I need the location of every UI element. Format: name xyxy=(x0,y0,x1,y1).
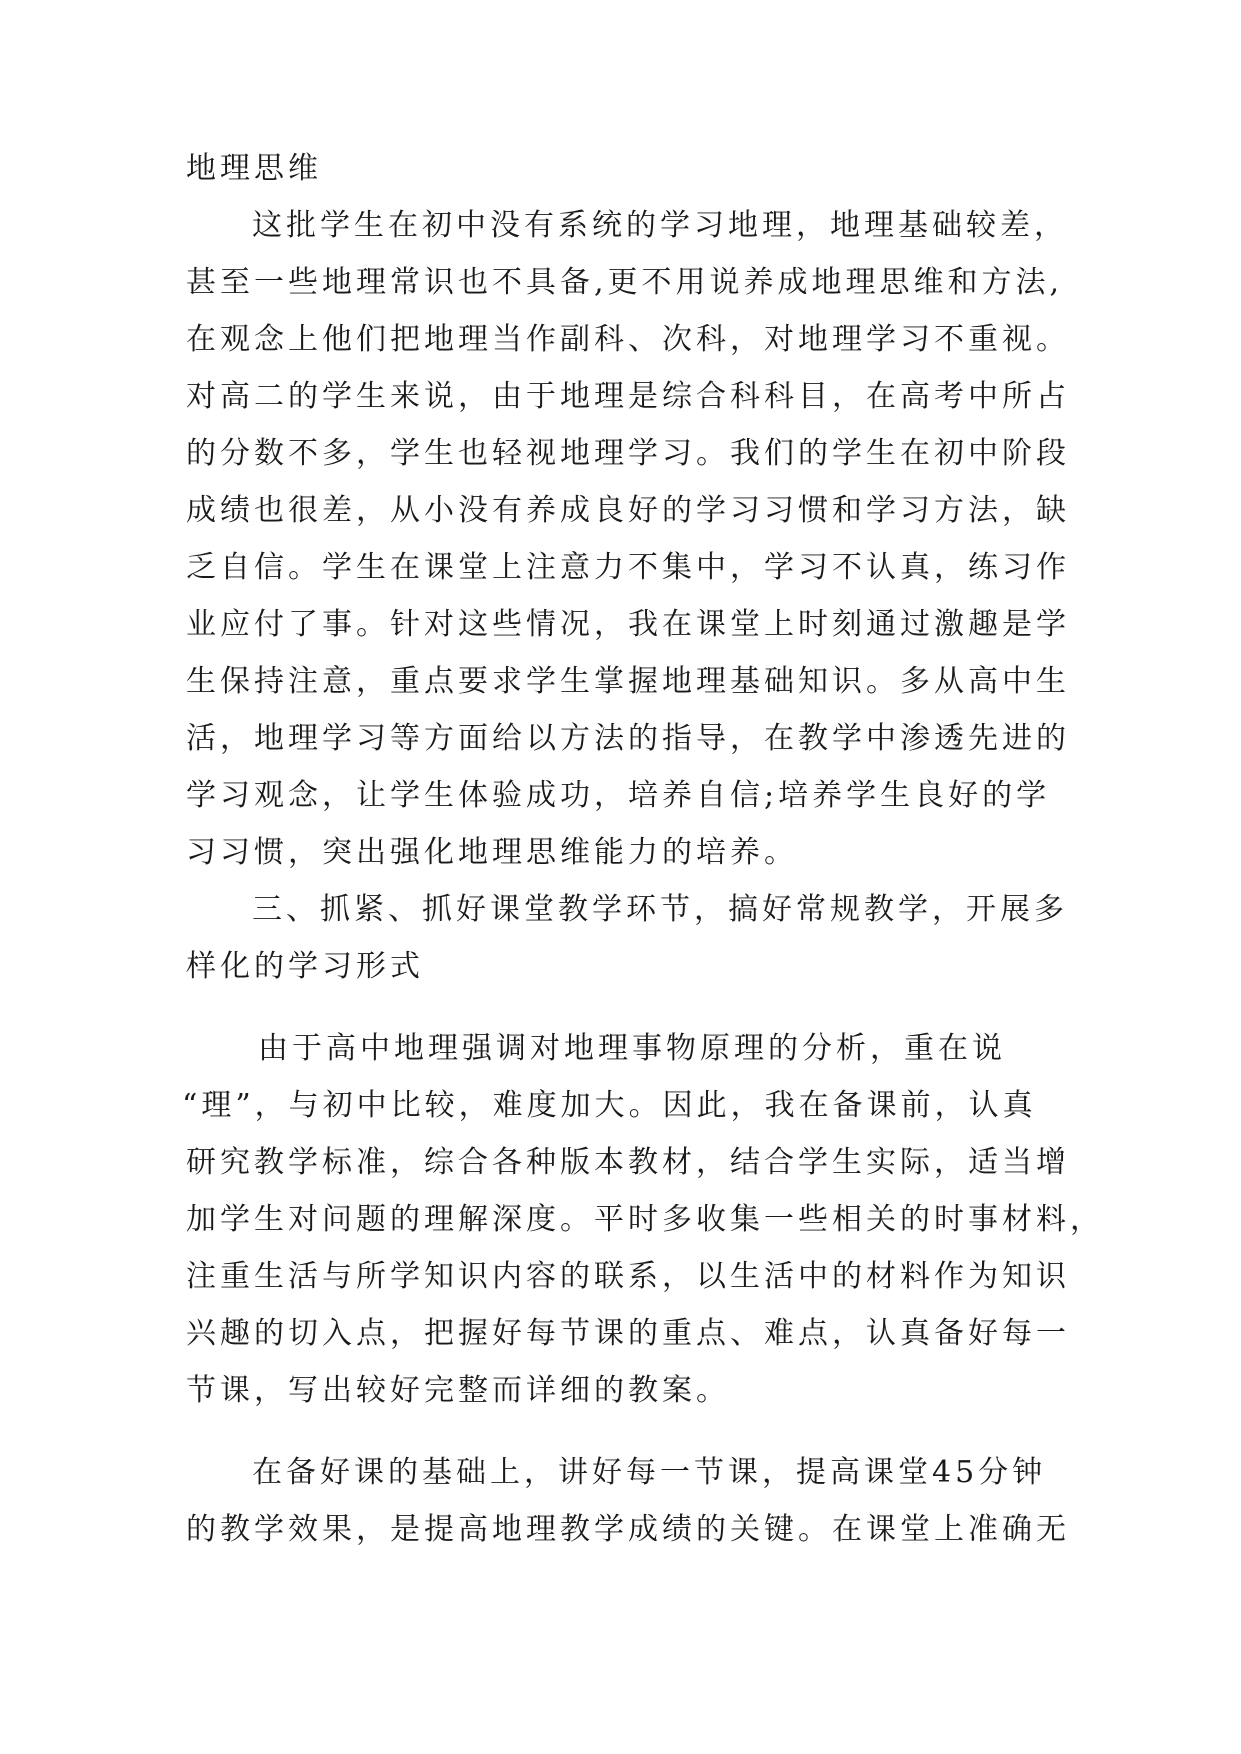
text-line: 生保持注意，重点要求学生掌握地理基础知识。多从高中生 xyxy=(186,664,1070,699)
text-line: 在观念上他们把地理当作副科、次科，对地理学习不重视。 xyxy=(186,322,1070,357)
text-line: 对高二的学生来说，由于地理是综合科科目，在高考中所占 xyxy=(186,379,1070,414)
paragraph-first-line: 由于高中地理强调对地理事物原理的分析，重在说 xyxy=(258,1031,1006,1066)
text-line: 研究教学标准，综合各种版本教材，结合学生实际，适当增 xyxy=(186,1145,1070,1180)
text-line: 节课，写出较好完整而详细的教案。 xyxy=(186,1373,730,1408)
text-line: 业应付了事。针对这些情况，我在课堂上时刻通过激趣是学 xyxy=(186,607,1070,642)
section-heading-line: 三、抓紧、抓好课堂教学环节，搞好常规教学，开展多 xyxy=(252,892,1068,927)
text-line: 兴趣的切入点，把握好每节课的重点、难点，认真备好每一 xyxy=(186,1316,1070,1351)
text-line: 成绩也很差，从小没有养成良好的学习习惯和学习方法，缺 xyxy=(186,493,1070,528)
text-line: 的教学效果，是提高地理教学成绩的关键。在课堂上准确无 xyxy=(186,1512,1070,1547)
text-line: 加学生对问题的理解深度。平时多收集一些相关的时事材料， xyxy=(186,1202,1104,1237)
text-line: 的分数不多，学生也轻视地理学习。我们的学生在初中阶段 xyxy=(186,436,1070,471)
text-line: 习习惯，突出强化地理思维能力的培养。 xyxy=(186,835,798,870)
text-line: 甚至一些地理常识也不具备,更不用说养成地理思维和方法, xyxy=(186,265,1064,300)
text-line: 注重生活与所学知识内容的联系，以生活中的材料作为知识 xyxy=(186,1259,1070,1294)
section-heading-line: 样化的学习形式 xyxy=(186,949,424,984)
text-line: 乏自信。学生在课堂上注意力不集中，学习不认真，练习作 xyxy=(186,550,1070,585)
text-line: 地理思维 xyxy=(186,151,322,186)
text-line: “理”，与初中比较，难度加大。因此，我在备课前，认真 xyxy=(182,1088,1037,1123)
text-line: 活，地理学习等方面给以方法的指导，在教学中渗透先进的 xyxy=(186,721,1070,756)
paragraph-first-line: 在备好课的基础上，讲好每一节课，提高课堂45分钟 xyxy=(252,1455,1047,1490)
text-line: 学习观念，让学生体验成功，培养自信;培养学生良好的学 xyxy=(186,778,1051,813)
paragraph-first-line: 这批学生在初中没有系统的学习地理，地理基础较差， xyxy=(252,208,1068,243)
